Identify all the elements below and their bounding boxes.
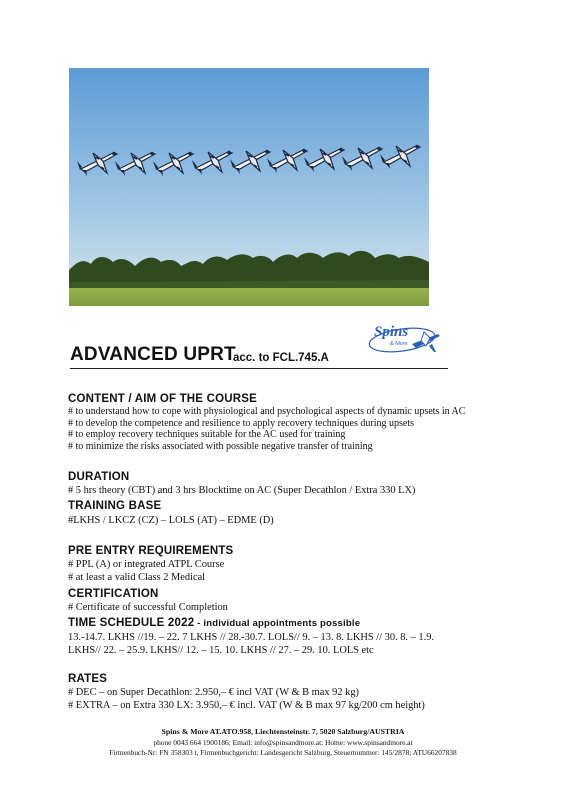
content-heading: CONTENT / AIM OF THE COURSE: [68, 393, 257, 405]
logo-subtext: & More: [390, 341, 408, 347]
formation-flight-image: [69, 68, 429, 306]
section-pre-entry: [68, 544, 508, 584]
training-base-line: #LKHS / LKCZ (CZ) – LOLS (AT) – EDME (D): [68, 515, 274, 526]
section-training-base: [68, 499, 508, 527]
footer-registry: Firmenbuch-Nr: FN 358303 t, Firmenbuchgericht: Landesgericht Salzburg, Steuernummer: 145/2878; ATU66207838: [109, 748, 457, 757]
hero-photo: [69, 68, 429, 306]
footer: [0, 727, 566, 759]
logo-text: Spins: [374, 324, 409, 340]
section-duration: [68, 470, 508, 497]
rates-heading: RATES: [68, 673, 108, 685]
certification-line: # Certificate of successful Completion: [68, 602, 228, 613]
certification-heading: CERTIFICATION: [68, 588, 159, 600]
pre-entry-line: # PPL (A) or integrated ATPL Course: [68, 559, 225, 570]
rates-line: # DEC – on Super Decathlon: 2.950,– € incl VAT (W & B max 92 kg): [68, 687, 360, 698]
schedule-heading: [68, 616, 508, 631]
pre-entry-heading: PRE ENTRY REQUIREMENTS: [68, 545, 234, 557]
duration-line: # 5 hrs theory (CBT) and 3 hrs Blocktime on AC (Super Decathlon / Extra 330 LX): [68, 485, 416, 496]
footer-company: Spins & More AT.ATO.958, Liechtensteinstr. 7, 5020 Salzburg/AUSTRIA: [161, 727, 405, 736]
section-content: [68, 392, 508, 452]
training-base-heading: TRAINING BASE: [68, 500, 162, 512]
section-time-schedule: [68, 616, 508, 657]
title-main: ADVANCED UPRT: [70, 344, 236, 365]
pre-entry-line: # at least a valid Class 2 Medical: [68, 572, 206, 583]
schedule-line: LKHS// 22. – 25.9. LKHS// 12. – 15. 10. LKHS // 27. – 29. 10. LOLS etc: [68, 645, 374, 656]
section-rates: [68, 672, 508, 712]
content-line: # to employ recovery techniques suitable for the AC used for training: [68, 429, 346, 440]
section-certification: [68, 587, 508, 614]
duration-heading: DURATION: [68, 471, 130, 483]
schedule-line: 13.-14.7. LKHS //19. – 22. 7 LKHS // 28.-30.7. LOLS// 9. – 13. 8. LKHS // 30. 8. – 1.9.: [68, 632, 434, 643]
footer-contact: phone 0043 664 1900186; Email: info@spinsandmore.at; Home: www.spinsandmore.at: [153, 737, 413, 747]
content-line: # to develop the competence and resilience to apply recovery techniques during upsets: [68, 417, 414, 429]
course-title: [70, 344, 448, 369]
title-sub: acc. to FCL.745.A: [233, 352, 329, 364]
content-line: # to minimize the risks associated with possible negative transfer of training: [68, 440, 373, 452]
schedule-note: - individual appointments possible: [194, 618, 361, 629]
rates-line: # EXTRA – on Extra 330 LX: 3.950,– € incl. VAT (W & B max 97 kg/200 cm height): [68, 700, 425, 711]
content-line: # to understand how to cope with physiological and psychological aspects of dynamic upsets in AC: [68, 406, 466, 417]
schedule-heading-text: TIME SCHEDULE 2022: [68, 617, 195, 629]
